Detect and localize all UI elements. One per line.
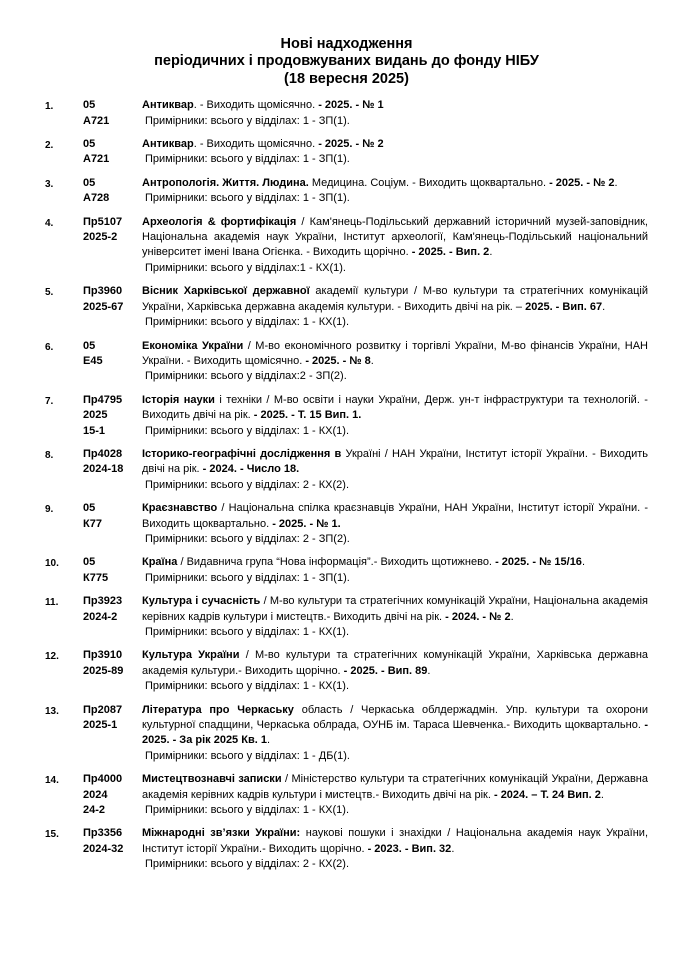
entry-call-number xyxy=(83,447,142,478)
call-number-line: 15-1 xyxy=(83,424,106,437)
entry-copies-line: Примірники: всього у відділах: 1 - КХ(1). xyxy=(145,804,350,817)
entry-description: Культура і сучасність / М-во культури та стратегічних комунікацій України, Національна академія керівних кадрів культури і мистецтв.- Виходить двічі на рік. - 2024. - № 2. xyxy=(142,595,649,623)
catalog-entry xyxy=(45,215,648,277)
entry-number: 9. xyxy=(45,504,54,516)
entry-copies-line: Примірники: всього у відділах: 2 - КХ(2). xyxy=(145,478,350,491)
catalog-entry xyxy=(45,594,648,640)
title-line-2: періодичних і продовжуваних видань до фонду НІБУ xyxy=(154,53,539,70)
entry-description: Економіка України / М-во економічного розвитку і торгівлі України, М-во фінансів України, НАН України. - Виходить щомісячно. - 2025. - № 8. xyxy=(142,339,648,367)
entry-copies-line: Примірники: всього у відділах: 1 - КХ(1). xyxy=(145,316,350,329)
document-title xyxy=(45,36,648,88)
entry-description: Археологія & фортифікація / Кам'янець-Подільський державний історичний музей-заповідник, Національна академія наук України, Інститут археології, Кам'янець-Подільський національний університет імені Івана Огієнка. - Виходить щорічно. - 2025. - Вип. 2. xyxy=(142,215,648,259)
catalog-entry xyxy=(45,176,648,207)
entry-number: 13. xyxy=(45,705,59,717)
entry-description: Країна / Видавнича група “Нова інформація”.- Виходить щотижнево. - 2025. - № 15/16. xyxy=(142,556,585,569)
entry-call-number xyxy=(83,501,142,532)
entry-call-number xyxy=(83,703,142,734)
catalog-entry xyxy=(45,826,648,872)
call-number-line: 05 xyxy=(83,99,96,112)
entry-copies-line: Примірники: всього у відділах: 1 - ДБ(1). xyxy=(145,749,350,762)
entry-copies-line: Примірники: всього у відділах: 1 - ЗП(1). xyxy=(145,192,350,205)
entry-body xyxy=(142,648,648,694)
entry-description: Мистецтвознавчі записки / Міністерство культури та стратегічних комунікацій України, Державна академія керівних кадрів культури і мистецтв.- Виходить двічі на рік. - 2024. – Т. 24 Вип. 2. xyxy=(142,773,648,801)
entry-number: 1. xyxy=(45,101,54,113)
call-number-line: 24-2 xyxy=(83,804,106,817)
call-number-line: К775 xyxy=(83,571,109,584)
catalog-entry xyxy=(45,393,648,439)
call-number-line: 05 xyxy=(83,556,96,569)
entry-body xyxy=(142,284,648,330)
call-number-line: 2025-67 xyxy=(83,300,124,313)
entry-copies-line: Примірники: всього у відділах: 2 - ЗП(2). xyxy=(145,532,350,545)
call-number-line: 2024-18 xyxy=(83,463,124,476)
entry-copies-line: Примірники: всього у відділах: 1 - ЗП(1). xyxy=(145,571,350,584)
catalog-entry xyxy=(45,284,648,330)
title-line-1: Нові надходження xyxy=(280,36,413,52)
entry-copies-line: Примірники: всього у відділах:1 - КХ(1). xyxy=(145,261,346,274)
entry-call-number xyxy=(83,555,142,586)
entry-body xyxy=(142,137,648,168)
title-line-3: (18 вересня 2025) xyxy=(284,70,409,87)
call-number-line: 2024-2 xyxy=(83,610,118,623)
entry-number: 3. xyxy=(45,178,54,190)
entry-description: Література про Черкаську область / Черкаська облдержадмін. Упр. культури та охорони культурної спадщини, Черкаська облрада, ОУНБ ім. Тараса Шевченка.- Виходить щоквартально. - 2025. - За рік 2025 Кв. 1. xyxy=(142,703,648,747)
entry-number: 14. xyxy=(45,775,59,787)
entry-body xyxy=(142,98,648,129)
entry-call-number xyxy=(83,98,142,129)
entry-number: 6. xyxy=(45,341,54,353)
call-number-line: 2025-89 xyxy=(83,664,124,677)
call-number-line: А721 xyxy=(83,153,110,166)
entry-body xyxy=(142,215,648,277)
call-number-line: 2025-1 xyxy=(83,719,118,732)
entry-body xyxy=(142,339,648,385)
entry-number: 7. xyxy=(45,395,54,407)
entry-body xyxy=(142,594,648,640)
call-number-line: Пр3923 xyxy=(83,595,123,608)
catalog-entry xyxy=(45,339,648,385)
entry-description: Антропологія. Життя. Людина. Медицина. Соціум. - Виходить щоквартально. - 2025. - № 2. xyxy=(142,176,618,189)
call-number-line: 2025-2 xyxy=(83,231,118,244)
entry-call-number xyxy=(83,648,142,679)
call-number-line: Пр3960 xyxy=(83,285,123,298)
call-number-line: Е45 xyxy=(83,354,103,367)
entry-description: Краєзнавство / Національна спілка краєзнавців України, НАН України, Інститут історії України. - Виходить щоквартально. - 2025. - № 1. xyxy=(142,502,648,530)
entry-number: 2. xyxy=(45,140,54,152)
entry-list xyxy=(45,98,648,872)
entry-copies-line: Примірники: всього у відділах: 1 - ЗП(1). xyxy=(145,153,350,166)
entry-number: 12. xyxy=(45,651,59,663)
call-number-line: Пр5107 xyxy=(83,215,123,228)
catalog-entry xyxy=(45,501,648,547)
entry-body xyxy=(142,555,648,586)
catalog-entry xyxy=(45,447,648,493)
entry-call-number xyxy=(83,284,142,315)
catalog-entry xyxy=(45,703,648,765)
entry-call-number xyxy=(83,393,142,439)
call-number-line: 2025 xyxy=(83,409,108,422)
call-number-line: Пр2087 xyxy=(83,703,123,716)
catalog-entry xyxy=(45,137,648,168)
entry-call-number xyxy=(83,339,142,370)
entry-body xyxy=(142,393,648,439)
entry-body xyxy=(142,501,648,547)
entry-call-number xyxy=(83,137,142,168)
entry-description: Вісник Харківської державної академії культури / М-во культури та стратегічних комунікацій України, Харківська державна академія культури. - Виходить двічі на рік. – 2025. - Вип. 67. xyxy=(142,285,648,313)
call-number-line: 05 xyxy=(83,138,96,151)
catalog-entry xyxy=(45,555,648,586)
entry-number: 8. xyxy=(45,449,54,461)
entry-copies-line: Примірники: всього у відділах: 1 - ЗП(1). xyxy=(145,114,350,127)
entry-description: Історія науки і техніки / М-во освіти і науки України, Держ. ун-т інфраструктури та технологій. - Виходить двічі на рік. - 2025. - Т. 15 Вип. 1. xyxy=(142,393,648,422)
entry-body xyxy=(142,703,648,765)
call-number-line: А721 xyxy=(83,114,110,127)
entry-copies-line: Примірники: всього у відділах: 1 - КХ(1). xyxy=(145,626,350,638)
catalog-entry xyxy=(45,98,648,129)
call-number-line: Пр3910 xyxy=(83,649,123,662)
entry-call-number xyxy=(83,826,142,857)
catalog-entry xyxy=(45,648,648,694)
entry-description: Культура України / М-во культури та стратегічних комунікацій України, Харківська державна академія культури.- Виходить щорічно. - 2025. - Вип. 89. xyxy=(142,649,649,677)
call-number-line: 05 xyxy=(83,176,96,189)
entry-description: Міжнародні зв’язки України: наукові пошуки і знахідки / Національна академія наук України, Інститут історії України.- Виходить щорічно. - 2023. - Вип. 32. xyxy=(142,827,648,855)
entry-body xyxy=(142,176,648,207)
entry-body xyxy=(142,772,648,818)
entry-body xyxy=(142,447,648,493)
entry-number: 15. xyxy=(45,829,59,841)
entry-call-number xyxy=(83,594,142,625)
call-number-line: 05 xyxy=(83,502,96,515)
call-number-line: Пр4000 xyxy=(83,773,123,786)
entry-description: Історико-географічні дослідження в Україні / НАН України, Інститут історії України. - Виходить двічі на рік. - 2024. - Число 18. xyxy=(142,447,648,476)
entry-copies-line: Примірники: всього у відділах: 1 - КХ(1). xyxy=(145,424,350,437)
call-number-line: А728 xyxy=(83,192,110,205)
call-number-line: 05 xyxy=(83,339,96,352)
call-number-line: Пр4795 xyxy=(83,393,123,406)
entry-description: Антиквар. - Виходить щомісячно. - 2025. - № 2 xyxy=(142,138,384,151)
entry-call-number xyxy=(83,215,142,246)
catalog-entry xyxy=(45,772,648,818)
entry-number: 5. xyxy=(45,287,54,299)
entry-number: 10. xyxy=(45,558,59,570)
entry-description: Антиквар. - Виходить щомісячно. - 2025. - № 1 xyxy=(142,99,384,112)
call-number-line: 2024-32 xyxy=(83,842,124,855)
entry-copies-line: Примірники: всього у відділах:2 - ЗП(2). xyxy=(145,370,347,383)
call-number-line: Пр3356 xyxy=(83,827,123,840)
entry-call-number xyxy=(83,772,142,818)
entry-body xyxy=(142,826,648,872)
entry-call-number xyxy=(83,176,142,207)
entry-copies-line: Примірники: всього у відділах: 2 - КХ(2). xyxy=(145,858,350,871)
call-number-line: 2024 xyxy=(83,788,108,801)
entry-copies-line: Примірники: всього у відділах: 1 - КХ(1). xyxy=(145,680,350,693)
call-number-line: Пр4028 xyxy=(83,447,123,460)
entry-number: 11. xyxy=(45,597,59,609)
call-number-line: К77 xyxy=(83,517,102,530)
entry-number: 4. xyxy=(45,217,54,229)
